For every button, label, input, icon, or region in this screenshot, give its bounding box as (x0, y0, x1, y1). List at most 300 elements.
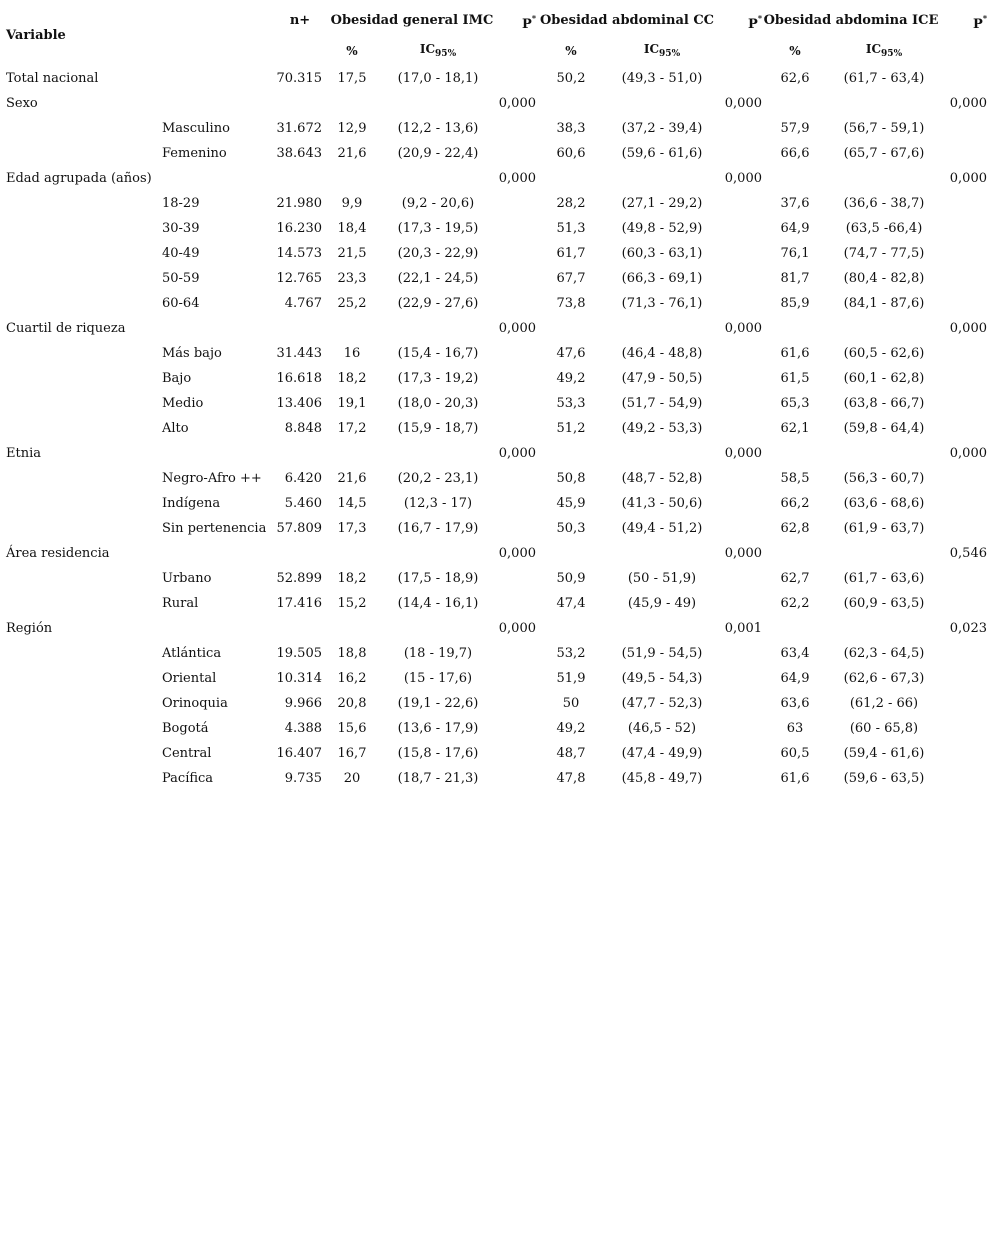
cell-imc-pct: 17,5 (337, 70, 367, 86)
cell-p-ice (940, 266, 987, 291)
cell-subcategory (162, 616, 274, 641)
cell-variable (6, 591, 162, 616)
table-row (6, 641, 987, 666)
cell-cc-pct: 53,2 (556, 645, 586, 661)
cell-cc-ic: (66,3 - 69,1) (621, 270, 703, 286)
cell-p-ice (940, 116, 987, 141)
table-body (6, 66, 987, 791)
cell-n (274, 91, 326, 116)
cell-subcategory: 60-64 (162, 295, 200, 311)
cell-n: 8.848 (284, 420, 322, 436)
cell-p-ice (940, 491, 987, 516)
cell-ice-pct: 76,1 (780, 245, 810, 261)
cell-p-imc (498, 341, 536, 366)
cell-p-ice (940, 691, 987, 716)
cell-ice-pct (762, 166, 828, 191)
cell-cc-ic: (49,5 - 54,3) (621, 670, 703, 686)
cell-n: 13.406 (276, 395, 322, 411)
cell-variable (6, 566, 162, 591)
cell-ice-pct: 65,3 (780, 395, 810, 411)
cell-cc-pct: 73,8 (556, 295, 586, 311)
cell-cc-ic: (71,3 - 76,1) (621, 295, 703, 311)
cell-ice-pct: 85,9 (780, 295, 810, 311)
cell-p-imc: 0,000 (498, 545, 536, 561)
header-n: n+ (289, 13, 311, 28)
cell-cc-pct (536, 166, 606, 191)
cell-p-imc (498, 191, 536, 216)
cell-variable (6, 516, 162, 541)
cell-ice-ic: (63,5 -66,4) (845, 220, 923, 236)
table-row (6, 391, 987, 416)
cell-subcategory: Indígena (162, 495, 221, 511)
cell-n: 16.618 (276, 370, 322, 386)
cell-cc-ic (606, 316, 718, 341)
cell-ice-pct (762, 441, 828, 466)
cell-imc-pct: 18,2 (337, 370, 367, 386)
cell-p-ice (940, 566, 987, 591)
cell-p-imc (498, 216, 536, 241)
cell-p-cc: 0,001 (724, 620, 762, 636)
table-row (6, 416, 987, 441)
header-ice-pct: % (789, 44, 801, 58)
header-p-imc: P* (522, 12, 536, 32)
cell-n: 9.966 (284, 695, 322, 711)
cell-p-ice: 0,000 (949, 95, 987, 111)
cell-subcategory (162, 66, 274, 91)
cell-cc-ic: (60,3 - 63,1) (621, 245, 703, 261)
cell-imc-pct: 14,5 (337, 495, 367, 511)
cell-p-imc (498, 741, 536, 766)
cell-p-cc (718, 291, 762, 316)
cell-p-imc (498, 291, 536, 316)
cell-subcategory: Oriental (162, 670, 217, 686)
cell-cc-pct: 61,7 (556, 245, 586, 261)
header-imc-ic: $IC_{95\%}$ (419, 41, 457, 59)
cell-cc-ic: (51,9 - 54,5) (621, 645, 703, 661)
cell-cc-ic: (46,4 - 48,8) (621, 345, 703, 361)
cell-p-cc (718, 341, 762, 366)
cell-ice-pct: 62,8 (780, 520, 810, 536)
cell-p-cc (718, 466, 762, 491)
cell-ice-ic: (62,3 - 64,5) (843, 645, 925, 661)
header-blank (498, 36, 536, 66)
cell-imc-ic: (18,0 - 20,3) (397, 395, 479, 411)
cell-p-ice: 0,023 (949, 620, 987, 636)
cell-ice-ic: (36,6 - 38,7) (843, 195, 925, 211)
table-row (6, 591, 987, 616)
cell-p-cc (718, 216, 762, 241)
cell-variable (6, 641, 162, 666)
cell-ice-ic: (63,8 - 66,7) (843, 395, 925, 411)
cell-p-imc: 0,000 (498, 445, 536, 461)
cell-imc-pct (326, 91, 378, 116)
cell-cc-pct (536, 316, 606, 341)
cell-imc-ic: (9,2 - 20,6) (401, 195, 475, 211)
cell-ice-pct: 58,5 (780, 470, 810, 486)
cell-ice-ic: (61,7 - 63,4) (843, 70, 925, 86)
cell-cc-pct: 50,2 (556, 70, 586, 86)
table-row (6, 666, 987, 691)
cell-p-imc (498, 716, 536, 741)
cell-p-cc (718, 741, 762, 766)
cell-imc-ic: (20,9 - 22,4) (397, 145, 479, 161)
cell-p-imc (498, 66, 536, 91)
cell-n: 10.314 (276, 670, 322, 686)
cell-n: 57.809 (276, 520, 322, 536)
cell-p-imc: 0,000 (498, 95, 536, 111)
cell-n (274, 316, 326, 341)
cell-p-imc: 0,000 (498, 620, 536, 636)
cell-subcategory: Bajo (162, 370, 192, 386)
cell-cc-ic: (47,9 - 50,5) (621, 370, 703, 386)
cell-ice-ic: (61,9 - 63,7) (843, 520, 925, 536)
cell-cc-pct (536, 91, 606, 116)
cell-p-cc (718, 366, 762, 391)
cell-cc-pct: 47,6 (556, 345, 586, 361)
cell-imc-ic (378, 541, 498, 566)
cell-cc-ic (606, 91, 718, 116)
cell-p-ice (940, 366, 987, 391)
cell-p-ice: 0,000 (949, 320, 987, 336)
cell-ice-pct: 66,2 (780, 495, 810, 511)
cell-variable (6, 491, 162, 516)
cell-n: 21.980 (276, 195, 322, 211)
cell-p-ice (940, 716, 987, 741)
cell-ice-ic (828, 616, 940, 641)
cell-n: 16.230 (276, 220, 322, 236)
cell-variable (6, 391, 162, 416)
cell-n (274, 166, 326, 191)
cell-cc-ic: (48,7 - 52,8) (621, 470, 703, 486)
cell-imc-pct: 16 (343, 345, 361, 361)
table-row (6, 141, 987, 166)
cell-p-ice (940, 341, 987, 366)
table-row (6, 366, 987, 391)
table-row (6, 166, 987, 191)
cell-ice-ic (828, 316, 940, 341)
cell-ice-ic: (56,3 - 60,7) (843, 470, 925, 486)
header-p-cc: P* (748, 12, 762, 32)
cell-cc-pct: 49,2 (556, 720, 586, 736)
cell-variable: Sexo (6, 95, 38, 111)
cell-p-ice (940, 641, 987, 666)
cell-cc-ic: (49,4 - 51,2) (621, 520, 703, 536)
cell-ice-ic: (84,1 - 87,6) (843, 295, 925, 311)
cell-imc-ic (378, 316, 498, 341)
cell-imc-ic (378, 441, 498, 466)
cell-variable: Etnia (6, 445, 41, 461)
cell-imc-ic: (17,5 - 18,9) (397, 570, 479, 586)
cell-p-cc (718, 416, 762, 441)
cell-subcategory: 18-29 (162, 195, 200, 211)
cell-ice-pct: 64,9 (780, 220, 810, 236)
cell-p-ice (940, 191, 987, 216)
cell-imc-pct: 15,6 (337, 720, 367, 736)
cell-subcategory: Alto (162, 420, 189, 436)
cell-p-imc (498, 666, 536, 691)
cell-cc-ic: (37,2 - 39,4) (621, 120, 703, 136)
cell-ice-ic: (61,7 - 63,6) (843, 570, 925, 586)
cell-p-cc (718, 391, 762, 416)
cell-imc-pct: 21,6 (337, 470, 367, 486)
cell-subcategory (162, 166, 274, 191)
cell-imc-pct: 21,5 (337, 245, 367, 261)
cell-ice-pct: 64,9 (780, 670, 810, 686)
cell-n: 52.899 (276, 570, 322, 586)
cell-ice-pct: 63,6 (780, 695, 810, 711)
table-row (6, 691, 987, 716)
cell-p-cc (718, 266, 762, 291)
cell-imc-pct: 25,2 (337, 295, 367, 311)
cell-p-ice (940, 241, 987, 266)
cell-cc-ic: (47,4 - 49,9) (621, 745, 703, 761)
cell-subcategory: Masculino (162, 120, 230, 136)
cell-ice-ic: (62,6 - 67,3) (843, 670, 925, 686)
cell-p-imc: 0,000 (498, 170, 536, 186)
table-row (6, 466, 987, 491)
cell-cc-ic: (41,3 - 50,6) (621, 495, 703, 511)
cell-p-imc (498, 416, 536, 441)
cell-p-imc (498, 466, 536, 491)
cell-cc-pct (536, 441, 606, 466)
cell-cc-ic: (27,1 - 29,2) (621, 195, 703, 211)
header-p-ice: P* (973, 12, 987, 32)
table-row (6, 266, 987, 291)
cell-variable (6, 116, 162, 141)
cell-imc-ic (378, 91, 498, 116)
cell-variable (6, 366, 162, 391)
cell-ice-ic: (63,6 - 68,6) (843, 495, 925, 511)
cell-imc-ic: (12,3 - 17) (403, 495, 473, 511)
cell-n: 19.505 (276, 645, 322, 661)
cell-p-cc (718, 141, 762, 166)
cell-n: 12.765 (276, 270, 322, 286)
cell-subcategory (162, 316, 274, 341)
cell-cc-pct: 50,3 (556, 520, 586, 536)
cell-imc-pct (326, 616, 378, 641)
cell-p-cc: 0,000 (724, 445, 762, 461)
cell-imc-ic: (20,2 - 23,1) (397, 470, 479, 486)
cell-imc-ic: (14,4 - 16,1) (397, 595, 479, 611)
cell-imc-ic: (15,4 - 16,7) (397, 345, 479, 361)
cell-imc-pct (326, 166, 378, 191)
cell-ice-pct (762, 91, 828, 116)
cell-ice-ic (828, 91, 940, 116)
cell-ice-pct: 61,5 (780, 370, 810, 386)
header-blank (718, 36, 762, 66)
cell-imc-ic: (18 - 19,7) (403, 645, 473, 661)
cell-imc-pct: 17,3 (337, 520, 367, 536)
cell-p-cc (718, 116, 762, 141)
cell-cc-pct: 48,7 (556, 745, 586, 761)
cell-variable (6, 691, 162, 716)
cell-subcategory: Rural (162, 595, 199, 611)
cell-ice-pct: 63,4 (780, 645, 810, 661)
cell-cc-ic: (59,6 - 61,6) (621, 145, 703, 161)
cell-variable (6, 241, 162, 266)
cell-p-cc (718, 66, 762, 91)
cell-ice-pct (762, 541, 828, 566)
cell-cc-ic: (49,3 - 51,0) (621, 70, 703, 86)
cell-cc-ic (606, 166, 718, 191)
cell-n: 9.735 (284, 770, 322, 786)
cell-n: 70.315 (276, 70, 322, 86)
cell-p-cc (718, 566, 762, 591)
cell-ice-pct: 63 (786, 720, 804, 736)
table-row (6, 566, 987, 591)
cell-p-cc: 0,000 (724, 320, 762, 336)
table-row (6, 241, 987, 266)
cell-ice-ic: (60,9 - 63,5) (843, 595, 925, 611)
cell-ice-pct: 61,6 (780, 345, 810, 361)
cell-ice-ic (828, 441, 940, 466)
cell-ice-ic: (59,6 - 63,5) (843, 770, 925, 786)
cell-n (274, 441, 326, 466)
cell-p-imc (498, 591, 536, 616)
header-ice: Obesidad abdomina ICE (763, 13, 939, 28)
cell-n: 14.573 (276, 245, 322, 261)
cell-subcategory: Central (162, 745, 212, 761)
cell-cc-pct (536, 541, 606, 566)
cell-n: 16.407 (276, 745, 322, 761)
cell-p-ice (940, 591, 987, 616)
cell-imc-ic: (12,2 - 13,6) (397, 120, 479, 136)
cell-imc-pct: 18,4 (337, 220, 367, 236)
cell-ice-pct: 61,6 (780, 770, 810, 786)
cell-imc-pct: 20 (343, 770, 361, 786)
cell-imc-pct: 18,8 (337, 645, 367, 661)
cell-cc-ic: (51,7 - 54,9) (621, 395, 703, 411)
cell-imc-ic: (16,7 - 17,9) (397, 520, 479, 536)
cell-imc-pct: 9,9 (341, 195, 363, 211)
cell-p-imc (498, 766, 536, 791)
cell-cc-pct: 47,4 (556, 595, 586, 611)
cell-p-ice (940, 141, 987, 166)
cell-ice-ic: (60,1 - 62,8) (843, 370, 925, 386)
cell-ice-pct (762, 616, 828, 641)
cell-ice-ic: (65,7 - 67,6) (843, 145, 925, 161)
cell-p-ice (940, 766, 987, 791)
cell-variable (6, 141, 162, 166)
cell-imc-pct: 18,2 (337, 570, 367, 586)
cell-p-imc (498, 691, 536, 716)
cell-variable (6, 191, 162, 216)
cell-imc-pct (326, 316, 378, 341)
header-ice-ic: $IC_{95\%}$ (865, 41, 903, 59)
cell-cc-ic (606, 441, 718, 466)
cell-cc-pct: 67,7 (556, 270, 586, 286)
cell-p-ice (940, 216, 987, 241)
cell-subcategory: Sin pertenencia (162, 520, 267, 536)
cell-p-imc: 0,000 (498, 320, 536, 336)
obesity-table (6, 6, 987, 791)
cell-n: 17.416 (276, 595, 322, 611)
cell-imc-ic (378, 166, 498, 191)
cell-subcategory: Urbano (162, 570, 212, 586)
cell-ice-pct: 60,5 (780, 745, 810, 761)
cell-imc-pct: 20,8 (337, 695, 367, 711)
cell-p-imc (498, 566, 536, 591)
cell-subcategory: Medio (162, 395, 204, 411)
cell-p-imc (498, 116, 536, 141)
cell-imc-ic: (13,6 - 17,9) (397, 720, 479, 736)
cell-n: 4.388 (284, 720, 322, 736)
cell-cc-pct: 51,3 (556, 220, 586, 236)
cell-cc-pct: 47,8 (556, 770, 586, 786)
cell-ice-pct: 37,6 (780, 195, 810, 211)
cell-p-cc (718, 716, 762, 741)
cell-subcategory: Atlántica (162, 645, 222, 661)
cell-p-imc (498, 491, 536, 516)
cell-cc-ic: (49,8 - 52,9) (621, 220, 703, 236)
cell-n: 31.672 (276, 120, 322, 136)
cell-imc-ic: (18,7 - 21,3) (397, 770, 479, 786)
cell-p-imc (498, 641, 536, 666)
cell-ice-ic (828, 166, 940, 191)
cell-subcategory (162, 91, 274, 116)
cell-imc-pct: 15,2 (337, 595, 367, 611)
cell-n (274, 616, 326, 641)
table-row (6, 216, 987, 241)
cell-p-cc (718, 641, 762, 666)
table-row (6, 716, 987, 741)
cell-ice-ic: (80,4 - 82,8) (843, 270, 925, 286)
cell-ice-pct: 62,7 (780, 570, 810, 586)
cell-cc-ic (606, 616, 718, 641)
table-row (6, 616, 987, 641)
cell-subcategory: Pacífica (162, 770, 214, 786)
cell-p-ice (940, 391, 987, 416)
cell-variable (6, 266, 162, 291)
cell-cc-pct: 50,9 (556, 570, 586, 586)
cell-cc-pct: 49,2 (556, 370, 586, 386)
cell-subcategory: Más bajo (162, 345, 222, 361)
cell-p-cc (718, 191, 762, 216)
cell-ice-pct: 62,6 (780, 70, 810, 86)
cell-imc-pct: 19,1 (337, 395, 367, 411)
cell-p-cc (718, 691, 762, 716)
cell-cc-pct: 28,2 (556, 195, 586, 211)
cell-imc-ic: (15,9 - 18,7) (397, 420, 479, 436)
cell-n: 5.460 (284, 495, 322, 511)
cell-subcategory (162, 541, 274, 566)
table-row (6, 316, 987, 341)
cell-n: 38.643 (276, 145, 322, 161)
cell-variable: Región (6, 620, 53, 636)
cell-imc-ic: (17,3 - 19,2) (397, 370, 479, 386)
cell-subcategory (162, 441, 274, 466)
cell-p-cc: 0,000 (724, 95, 762, 111)
cell-p-imc (498, 241, 536, 266)
cell-imc-ic: (15 - 17,6) (403, 670, 473, 686)
cell-variable: Área residencia (6, 545, 110, 561)
cell-p-imc (498, 391, 536, 416)
cell-ice-ic: (59,8 - 64,4) (843, 420, 925, 436)
cell-p-imc (498, 141, 536, 166)
cell-p-imc (498, 516, 536, 541)
cell-p-cc: 0,000 (724, 545, 762, 561)
cell-ice-ic: (74,7 - 77,5) (843, 245, 925, 261)
cell-subcategory: Bogotá (162, 720, 209, 736)
cell-n: 31.443 (276, 345, 322, 361)
cell-ice-ic: (60,5 - 62,6) (843, 345, 925, 361)
cell-cc-pct: 60,6 (556, 145, 586, 161)
cell-cc-ic (606, 541, 718, 566)
cell-cc-ic: (45,9 - 49) (627, 595, 697, 611)
header-blank (274, 36, 326, 66)
table-row (6, 291, 987, 316)
table-row (6, 341, 987, 366)
